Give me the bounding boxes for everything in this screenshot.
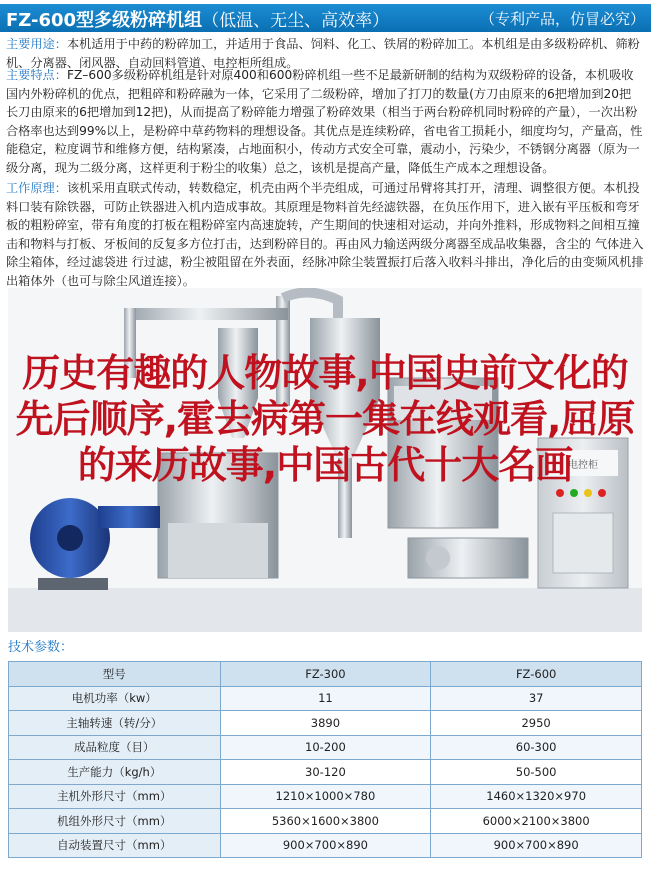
cell-value: 5360×1600×3800 <box>220 809 431 834</box>
cell-value: 2950 <box>431 711 642 736</box>
cell-value: 37 <box>431 686 642 711</box>
row-label: 生产能力（kg/h） <box>9 760 221 785</box>
section-features <box>6 66 644 177</box>
row-label: 电机功率（kw） <box>9 686 221 711</box>
product-title: FZ-600型多级粉碎机组 <box>6 10 203 31</box>
section-label: 工作原理： <box>6 181 67 195</box>
cell-value: 900×700×890 <box>431 833 642 858</box>
cell-value: 900×700×890 <box>220 833 431 858</box>
cell-value: 30-120 <box>220 760 431 785</box>
cell-value: 50-500 <box>431 760 642 785</box>
table-row <box>9 809 642 834</box>
cabinet-label: 电控柜 <box>568 460 598 471</box>
section-label: 主要用途： <box>6 37 67 51</box>
page-title <box>6 6 389 32</box>
cell-value: 6000×2100×3800 <box>431 809 642 834</box>
cell-value: 10-200 <box>220 735 431 760</box>
section-text: 该机采用直联式传动，转数稳定，机壳由两个半壳组成，可通过吊臂将其打开，清理、调整很方便。本机投料口装有除铁器，可防止铁器进入机内造成事故。其原理是物料首先经滤铁器，在负压作用下，进入嵌有平压板和弯牙板的粗粉碎室，带有角度的打板在粗粉碎室内高速旋转，产生期间的快速相对运动，并向外推料，形成物料之间相互撞击和物料与打板、牙板间的反复多方位打击，达到粉碎目的。再由风力输送两级分离器至成品收集器，含尘的 气体进入除尘箱体，经过滤袋进 行过滤，粉尘被阻留在外表面，经脉冲除尘装置振打后落入收料斗排出，净化后的由变频风机排出箱体外（也可与除尘风道连接）。 <box>6 181 644 288</box>
table-row <box>9 760 642 785</box>
header-cell: FZ-300 <box>220 662 431 687</box>
cell-value: 3890 <box>220 711 431 736</box>
table-row <box>9 711 642 736</box>
row-label: 主机外形尺寸（mm） <box>9 784 221 809</box>
table-row <box>9 735 642 760</box>
section-text: FZ–600多级粉碎机组是针对原400和600粉碎机组一些不足最新研制的结构为双级粉碎的设备，本机吸收国内外粉碎机的优点，把粗碎和粉碎融为一体，它采用了二级粉碎，增加了打刀的数量(方刀由原来的6把增加到20把 长刀由原来的6把增加到12把)，从而提高了粉碎能力增强了粉碎效果（相当于两台粉碎机同时粉碎的产量），一次出粉合格率也达到99%以上，是粉碎中草药物料的理想设备。其优点是连续粉碎，省电省工损耗小，细度均匀，产量高，性能稳定，粒度调节和维修方便，结构紧凑，占地面积小，传动方式安全可靠，震动小，污染少，不锈钢分离器（原为一级分离，现为二级分离，这样更利于粉尘的收集）总之，该机是提高产量，降低生产成本之理想设备。 <box>6 68 643 175</box>
cell-value: 11 <box>220 686 431 711</box>
spec-title: 技术参数： <box>8 640 74 655</box>
cell-value: 1210×1000×780 <box>220 784 431 809</box>
product-subtitle: （低温、无尘、高效率） <box>202 11 390 31</box>
header-cell: FZ-600 <box>431 662 642 687</box>
row-label: 机组外形尺寸（mm） <box>9 809 221 834</box>
cell-value: 60-300 <box>431 735 642 760</box>
cell-value: 1460×1320×970 <box>431 784 642 809</box>
spec-table <box>8 661 642 858</box>
section-principle <box>6 179 644 290</box>
overlay-headline: 历史有趣的人物故事,中国史前文化的先后顺序,霍去病第一集在线观看,屈原的来历故事,中国古代十大名画 <box>15 351 635 487</box>
table-row <box>9 833 642 858</box>
header-cell: 型号 <box>9 662 221 687</box>
table-row <box>9 686 642 711</box>
section-label: 主要特点： <box>6 68 67 82</box>
table-row <box>9 784 642 809</box>
row-label: 主轴转速（转/分） <box>9 711 221 736</box>
row-label: 成品粒度（目） <box>9 735 221 760</box>
section-text: 本机适用于中药的粉碎加工，并适用于食品、饲料、化工、铁屑的粉碎加工。本机组是由多级粉碎机、筛粉机、分离器、闭风器、自动回料管道、电控柜所组成。 <box>6 37 640 70</box>
header-banner <box>0 0 651 36</box>
equipment-photo <box>8 288 642 632</box>
table-header-row <box>9 662 642 687</box>
patent-badge: （专利产品，仿冒必究） <box>479 10 645 28</box>
row-label: 自动装置尺寸（mm） <box>9 833 221 858</box>
